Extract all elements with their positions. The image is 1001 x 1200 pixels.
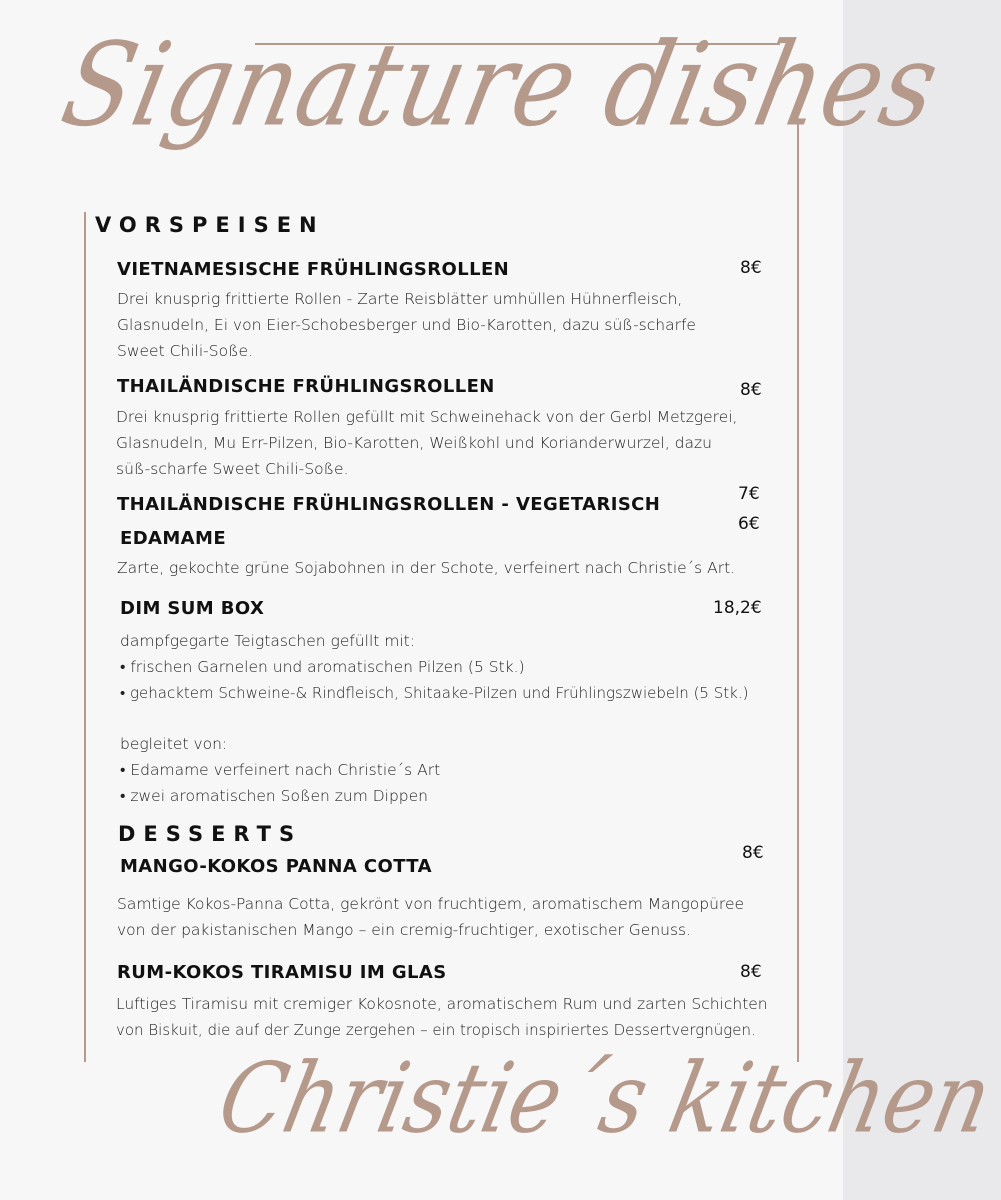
desc-line: Drei knusprig frittierte Rollen gefüllt mit Schweinehack von der Gerbl Metzgerei, (116, 408, 738, 426)
dish-price-panna: 8€ (742, 843, 764, 863)
dish-name-tiramisu: RUM-KOKOS TIRAMISU IM GLAS (117, 962, 447, 983)
desc-line: süß-scharfe Sweet Chili-Soße. (116, 460, 349, 478)
desc-line: Samtige Kokos-Panna Cotta, gekrönt von fruchtigem, aromatischem Mangopüree (117, 895, 745, 913)
desc-line: von der pakistanischen Mango – ein cremig-fruchtiger, exotischer Genuss. (117, 921, 692, 939)
desc-line: Glasnudeln, Ei von Eier-Schobesberger und Bio-Karotten, dazu süß-scharfe (117, 316, 696, 334)
dish-price-thai: 8€ (740, 380, 762, 400)
desc-line: • Edamame verfeinert nach Christie´s Art (120, 761, 441, 779)
dish-price-thai-veg: 7€ (738, 484, 760, 504)
dish-name-dimsum: DIM SUM BOX (120, 598, 265, 619)
left-frame-line (84, 212, 86, 1062)
desc-line: • zwei aromatischen Soßen zum Dippen (120, 787, 428, 805)
desc-line: • gehacktem Schweine-& Rindfleisch, Shitaake-Pilzen und Frühlingszwiebeln (5 Stk.) (120, 684, 749, 702)
dish-desc-edamame (117, 555, 735, 581)
dish-price-viet: 8€ (740, 258, 762, 278)
restaurant-signature: Christie´s kitchen (209, 1041, 1001, 1155)
desc-line: Luftiges Tiramisu mit cremiger Kokosnote, aromatischem Rum und zarten Schichten (116, 995, 768, 1013)
dish-desc-dimsum (120, 628, 748, 706)
desc-line: von Biskuit, die auf der Zunge zergehen – ein tropisch inspiriertes Dessertvergnügen. (116, 1021, 756, 1039)
dish-name-thai: THAILÄNDISCHE FRÜHLINGSROLLEN (117, 376, 495, 397)
desc-line: dampfgegarte Teigtaschen gefüllt mit: (120, 632, 415, 650)
section-starters: VORSPEISEN (95, 213, 325, 237)
desc-line: begleitet von: (120, 735, 228, 753)
dish-name-viet: VIETNAMESISCHE FRÜHLINGSROLLEN (117, 259, 510, 280)
dish-desc-panna (117, 891, 744, 943)
dish-price-edamame: 6€ (738, 514, 760, 534)
dish-desc-tiramisu (116, 991, 768, 1043)
dish-name-thai-veg: THAILÄNDISCHE FRÜHLINGSROLLEN - VEGETARISCH (117, 494, 661, 515)
dish-sides-dimsum (120, 731, 440, 809)
dish-price-tiramisu: 8€ (740, 962, 762, 982)
desc-line: Sweet Chili-Soße. (117, 342, 254, 360)
dish-price-dimsum: 18,2€ (713, 598, 762, 618)
desc-line: Glasnudeln, Mu Err-Pilzen, Bio-Karotten, Weißkohl und Korianderwurzel, dazu (116, 434, 712, 452)
right-frame-line (797, 118, 799, 1062)
dish-name-panna: MANGO-KOKOS PANNA COTTA (120, 856, 432, 877)
desc-line: Zarte, gekochte grüne Sojabohnen in der Schote, verfeinert nach Christie´s Art. (117, 559, 736, 577)
dish-name-edamame: EDAMAME (120, 528, 227, 549)
dish-desc-thai (116, 404, 737, 482)
desc-line: • frischen Garnelen und aromatischen Pilzen (5 Stk.) (120, 658, 525, 676)
dish-desc-viet (117, 286, 696, 364)
section-desserts: DESSERTS (118, 822, 303, 846)
menu-title: Signature dishes (51, 17, 951, 153)
desc-line: Drei knusprig frittierte Rollen - Zarte Reisblätter umhüllen Hühnerfleisch, (117, 290, 683, 308)
